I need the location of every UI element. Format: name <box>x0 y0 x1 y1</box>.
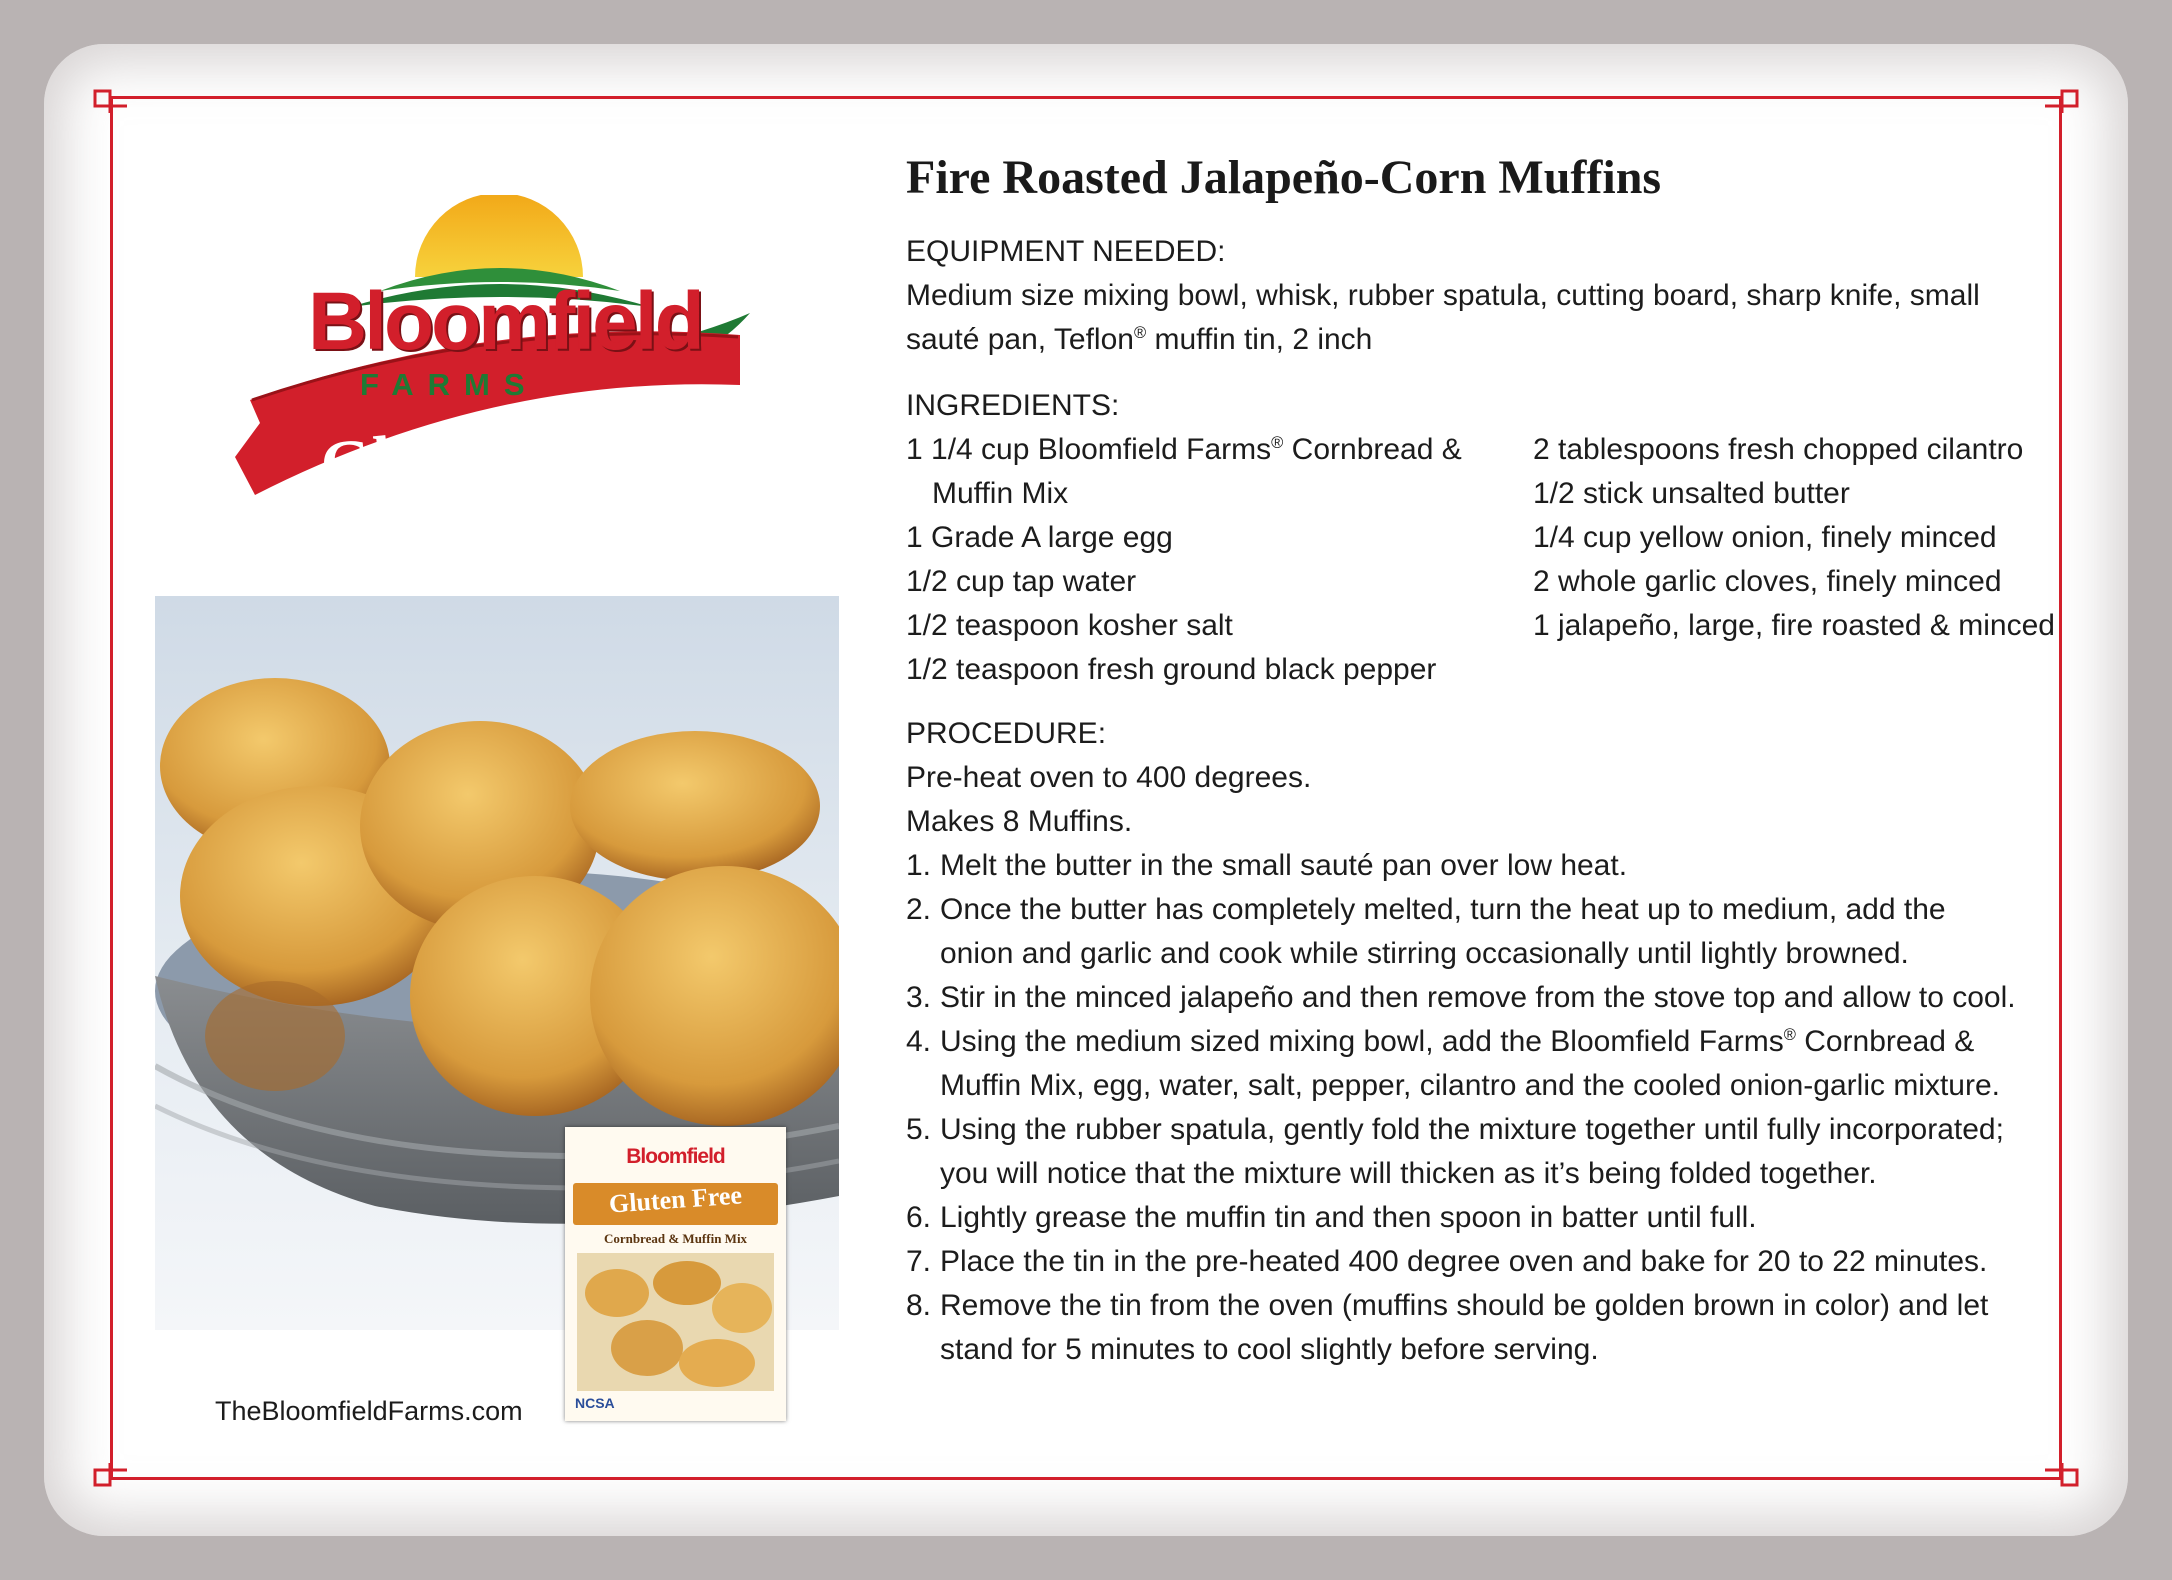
gluten-free-ribbon: Gluten Free <box>317 392 683 503</box>
box-mix-label: Cornbread & Muffin Mix <box>603 1231 748 1246</box>
brand-subtitle: FARMS <box>360 367 539 402</box>
procedure-step: 8. Remove the tin from the oven (muffins should be golden brown in color) and let stand for 5 minutes to cool slightly before serving. <box>906 1289 1989 1366</box>
ingredient-item: 1/2 teaspoon fresh ground black pepper <box>906 653 1437 686</box>
box-brand: Bloomfield <box>626 1145 725 1168</box>
ingredient-item: 1/2 teaspoon kosher salt <box>906 609 1233 642</box>
equipment-text <box>906 274 2046 362</box>
procedure-step: 1. Melt the butter in the small sauté pan over low heat. <box>906 849 1628 882</box>
yield-note: Makes 8 Muffins. <box>906 805 1133 838</box>
ingredient-item: 2 tablespoons fresh chopped cilantro <box>1533 433 2024 466</box>
product-box <box>565 1127 786 1421</box>
corner-ornament-icon <box>87 73 143 129</box>
bloomfield-farms-logo <box>230 195 760 525</box>
ingredient-item: 1 Grade A large egg <box>906 521 1173 554</box>
corner-ornament-icon <box>87 1447 143 1503</box>
box-gluten-free: Gluten Free <box>608 1180 743 1219</box>
ingredients-left-list <box>906 428 1462 692</box>
ingredient-item: 1/2 stick unsalted butter <box>1533 477 1850 510</box>
procedure-step: 5. Using the rubber spatula, gently fold the mixture together until fully incorporated; you will notice that the mixture will thicken as it’s being folded together. <box>906 1113 2004 1190</box>
brand-name: Bloomfield <box>308 276 702 367</box>
ingredients-right-list <box>1533 428 2055 648</box>
procedure-step: 3. Stir in the minced jalapeño and then remove from the stove top and allow to cool. <box>906 981 2016 1014</box>
procedure-step: 7. Place the tin in the pre-heated 400 degree oven and bake for 20 to 22 minutes. <box>906 1245 1988 1278</box>
ingredient-item: 1 1/4 cup Bloomfield Farms® Cornbread & <box>906 433 1462 466</box>
ingredient-item: 2 whole garlic cloves, finely minced <box>1533 565 2002 598</box>
preheat-note: Pre-heat oven to 400 degrees. <box>906 761 1312 794</box>
ingredient-item: 1 jalapeño, large, fire roasted & minced <box>1533 609 2055 642</box>
equipment-line: Medium size mixing bowl, whisk, rubber spatula, cutting board, sharp knife, small <box>906 279 1980 312</box>
procedure-step: 2. Once the butter has completely melted, turn the heat up to medium, add the onion and garlic and cook while stirring occasionally until lightly browned. <box>906 893 1946 970</box>
procedure-steps <box>906 844 2066 1372</box>
procedure-step: 6. Lightly grease the muffin tin and then spoon in batter until full. <box>906 1201 1757 1234</box>
ingredient-item: 1/2 cup tap water <box>906 565 1137 598</box>
recipe-title: Fire Roasted Jalapeño-Corn Muffins <box>906 151 1662 204</box>
procedure-heading: PROCEDURE: <box>906 717 1107 750</box>
box-badge: NCSA <box>575 1395 615 1411</box>
website-url: TheBloomfieldFarms.com <box>215 1396 523 1426</box>
equipment-heading: EQUIPMENT NEEDED: <box>906 235 1226 268</box>
ingredients-heading: INGREDIENTS: <box>906 389 1120 422</box>
equipment-line: sauté pan, Teflon® muffin tin, 2 inch <box>906 323 1373 356</box>
corner-ornament-icon <box>2029 1447 2085 1503</box>
box-muffin-image <box>577 1253 774 1391</box>
corner-ornament-icon <box>2029 73 2085 129</box>
procedure-step: 4. Using the medium sized mixing bowl, add the Bloomfield Farms® Cornbread & Muffin Mix, egg, water, salt, pepper, cilantro and the cooled onion-garlic mixture. <box>906 1025 2001 1102</box>
ingredient-item-continued: Muffin Mix <box>932 477 1069 510</box>
ingredient-item: 1/4 cup yellow onion, finely minced <box>1533 521 1997 554</box>
